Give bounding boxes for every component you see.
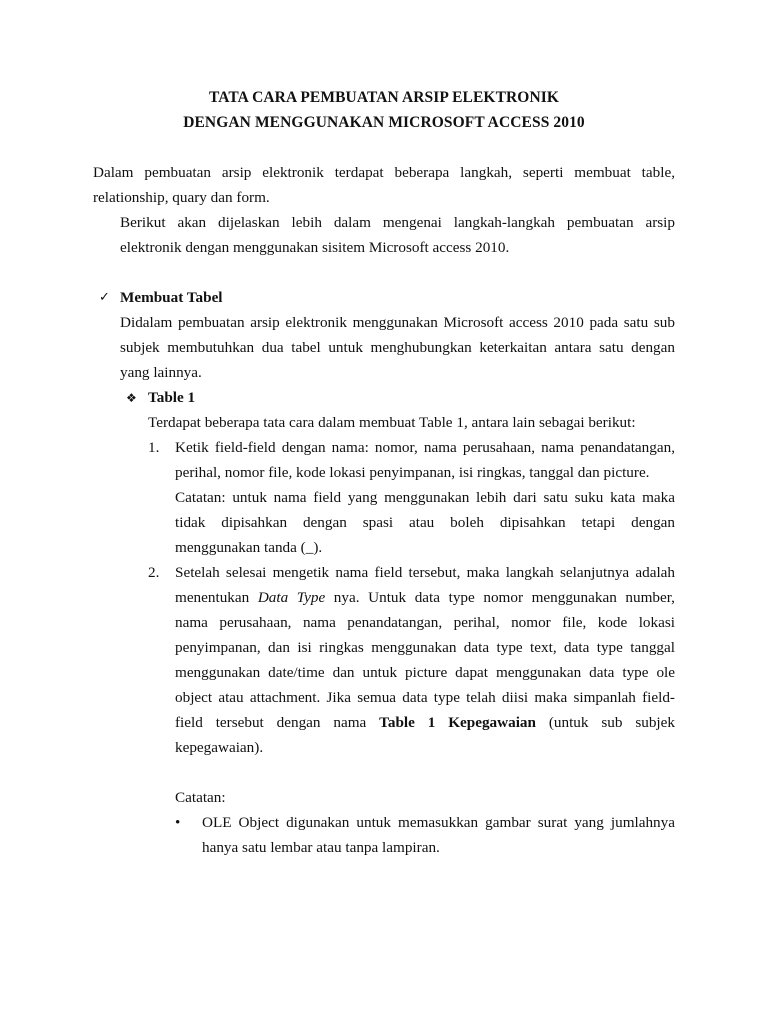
data-type-term: Data Type xyxy=(257,589,326,606)
step-2-line-5: menggunakan date/time dan untuk picture dapat menggunakan data type ole xyxy=(175,664,675,681)
section1-paragraph-line-3: yang lainnya. xyxy=(120,364,202,381)
diamond-bullet-icon: ❖ xyxy=(126,391,137,405)
intro2-paragraph-line-2: elektronik dengan menggunakan sisitem Microsoft access 2010. xyxy=(120,239,510,256)
step-2-line-2 xyxy=(175,588,675,608)
step-2-line-6: object atau attachment. Jika semua data type telah diisi maka simpanlah field- xyxy=(175,689,675,706)
intro-paragraph-line-2: relationship, quary dan form. xyxy=(93,189,270,206)
note-label: Catatan: xyxy=(175,789,226,806)
step-2-number: 2. xyxy=(148,564,160,581)
section-heading-membuat-tabel: Membuat Tabel xyxy=(120,289,223,306)
document-title-line-2: DENGAN MENGGUNAKAN MICROSOFT ACCESS 2010 xyxy=(183,114,585,131)
intro2-paragraph-line-1: Berikut akan dijelaskan lebih dalam mengenai langkah-langkah pembuatan arsip xyxy=(120,214,675,231)
document-title-line-1: TATA CARA PEMBUATAN ARSIP ELEKTRONIK xyxy=(208,89,560,106)
step-2-line-7 xyxy=(175,713,675,733)
intro-paragraph-line-1: Dalam pembuatan arsip elektronik terdapat beberapa langkah, seperti membuat table, xyxy=(93,164,675,181)
table-name-term: Table 1 Kepegawaian xyxy=(379,714,536,731)
step-1-line-1: Ketik field-field dengan nama: nomor, nama perusahaan, nama penandatangan, xyxy=(175,439,675,456)
step-1-note-line-3: menggunakan tanda (_). xyxy=(175,539,323,556)
step-1-note-line-2: tidak dipisahkan dengan spasi atau boleh dipisahkan tetapi dengan xyxy=(175,514,675,531)
step-1-number: 1. xyxy=(148,439,160,456)
section1-paragraph-line-1: Didalam pembuatan arsip elektronik menggunakan Microsoft access 2010 pada satu sub xyxy=(120,314,675,331)
step-2-line-2-post: nya. Untuk data type nomor menggunakan number, xyxy=(325,589,675,606)
step-2-line-4: penyimpanan, dan isi ringkas menggunakan data type text, data type tanggal xyxy=(175,639,675,656)
checkmark-icon: ✓ xyxy=(99,290,110,305)
step-1-note-line-1: Catatan: untuk nama field yang menggunakan lebih dari satu suku kata maka xyxy=(175,489,675,506)
step-2-line-2-pre: menentukan xyxy=(175,589,258,606)
bullet-line-1: OLE Object digunakan untuk memasukkan gambar surat yang jumlahnya xyxy=(202,814,675,831)
bullet-line-2: hanya satu lembar atau tanpa lampiran. xyxy=(202,839,440,856)
step-2-line-1: Setelah selesai mengetik nama field tersebut, maka langkah selanjutnya adalah xyxy=(175,564,675,581)
step-1-line-2: perihal, nomor file, kode lokasi penyimpanan, isi ringkas, tanggal dan picture. xyxy=(175,464,650,481)
subsection-heading-table-1: Table 1 xyxy=(148,389,196,406)
subsection-intro: Terdapat beberapa tata cara dalam membuat Table 1, antara lain sebagai berikut: xyxy=(148,414,636,431)
bullet-icon: • xyxy=(175,814,181,831)
step-2-line-8: kepegawaian). xyxy=(175,739,264,756)
step-2-line-7-pre: field tersebut dengan nama xyxy=(175,714,380,731)
step-2-line-7-post: (untuk sub subjek xyxy=(535,714,675,731)
section1-paragraph-line-2: subjek membutuhkan dua tabel untuk menghubungkan keterkaitan antara satu dengan xyxy=(120,339,675,356)
step-2-line-3: nama perusahaan, nama penandatangan, perihal, nomor file, kode lokasi xyxy=(175,614,675,631)
